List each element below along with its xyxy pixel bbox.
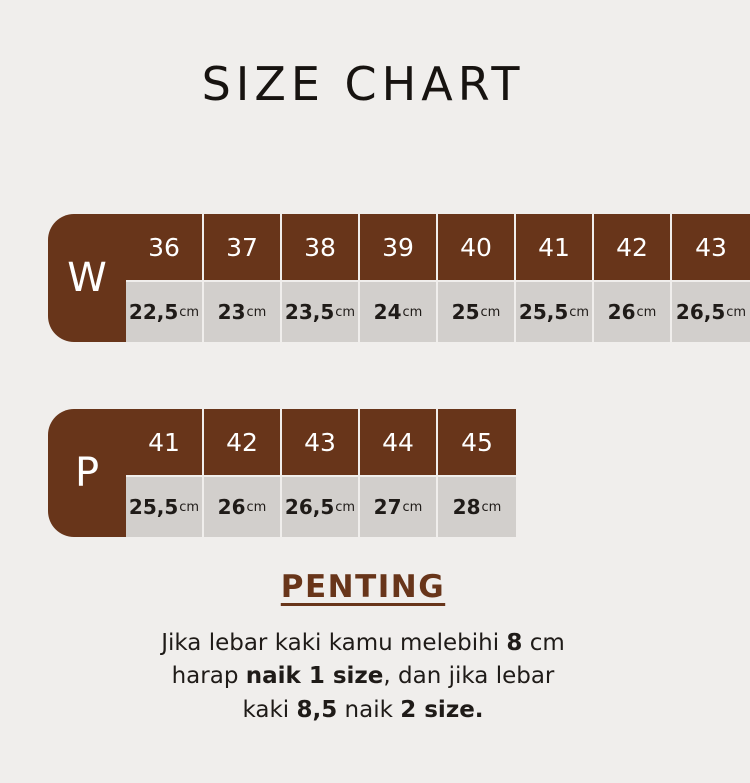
chart-label-men: P: [48, 409, 126, 537]
chart-grid-men: [126, 409, 516, 537]
note-line-3-mid: naik: [337, 696, 401, 723]
size-cell: 42: [594, 214, 672, 280]
measurement-unit: cm: [481, 499, 502, 515]
measurement-value: 26,5: [284, 495, 335, 519]
measurement-cell: [594, 280, 672, 342]
note-line-1-post: cm: [522, 630, 565, 656]
measurement-row-men: [126, 475, 516, 537]
size-row-women: [126, 214, 750, 280]
measurement-unit: cm: [402, 499, 423, 515]
measurement-cell: [438, 475, 516, 537]
measurement-unit: cm: [480, 304, 501, 320]
measurement-cell: [672, 280, 750, 342]
size-cell: 42: [204, 409, 282, 475]
chart-grid-women: [126, 214, 750, 342]
measurement-value: 25,5: [518, 300, 569, 324]
size-chart-men: [48, 409, 516, 537]
size-cell: 38: [282, 214, 360, 280]
measurement-value: 26,5: [675, 300, 726, 324]
measurement-value: 24: [373, 300, 402, 324]
note-line-3-bold-1: 8,5: [296, 696, 338, 723]
note-body: [0, 627, 726, 727]
measurement-unit: cm: [402, 304, 423, 320]
measurement-cell: [204, 475, 282, 537]
note-line-2: [0, 660, 726, 693]
measurement-row-women: [126, 280, 750, 342]
measurement-cell: [282, 475, 360, 537]
measurement-cell: [516, 280, 594, 342]
size-cell: 44: [360, 409, 438, 475]
note-line-2-bold: naik 1 size: [245, 663, 384, 690]
measurement-cell: [438, 280, 516, 342]
note-line-1-bold: 8: [506, 630, 523, 656]
measurement-value: 25,5: [128, 495, 179, 519]
measurement-cell: [126, 280, 204, 342]
measurement-value: 23: [217, 300, 246, 324]
note-line-3: [0, 694, 726, 727]
size-chart-page: [0, 57, 747, 783]
measurement-cell: [204, 280, 282, 342]
measurement-cell: [360, 475, 438, 537]
size-cell: 40: [438, 214, 516, 280]
measurement-unit: cm: [726, 304, 747, 320]
measurement-cell: [282, 280, 360, 342]
important-note: [0, 569, 726, 727]
size-cell: 41: [126, 409, 204, 475]
note-title: PENTING: [280, 569, 446, 605]
size-chart-women: [48, 214, 750, 342]
measurement-unit: cm: [246, 499, 267, 515]
measurement-value: 23,5: [284, 300, 335, 324]
size-cell: 43: [282, 409, 360, 475]
size-cell: 41: [516, 214, 594, 280]
size-row-men: [126, 409, 516, 475]
size-cell: 43: [672, 214, 750, 280]
size-cell: 45: [438, 409, 516, 475]
measurement-unit: cm: [246, 304, 267, 320]
measurement-cell: [360, 280, 438, 342]
measurement-cell: [126, 475, 204, 537]
size-cell: 37: [204, 214, 282, 280]
measurement-value: 28: [452, 495, 481, 519]
note-line-3-pre: kaki: [242, 696, 297, 723]
note-line-1: [0, 627, 726, 660]
measurement-value: 25: [451, 300, 480, 324]
chart-label-women: W: [48, 214, 126, 342]
note-line-1-pre: Jika lebar kaki kamu melebihi: [161, 630, 507, 656]
size-cell: 39: [360, 214, 438, 280]
measurement-value: 26: [607, 300, 636, 324]
measurement-unit: cm: [179, 304, 200, 320]
measurement-unit: cm: [179, 499, 200, 515]
note-line-2-post: , dan jika lebar: [383, 663, 555, 690]
measurement-value: 22,5: [128, 300, 179, 324]
size-cell: 36: [126, 214, 204, 280]
measurement-unit: cm: [569, 304, 590, 320]
page-title: SIZE CHART: [201, 57, 525, 111]
note-line-2-pre: harap: [171, 663, 246, 690]
measurement-value: 26: [217, 495, 246, 519]
measurement-unit: cm: [335, 499, 356, 515]
note-line-3-bold-2: 2 size.: [400, 696, 484, 723]
measurement-unit: cm: [335, 304, 356, 320]
measurement-value: 27: [373, 495, 402, 519]
measurement-unit: cm: [636, 304, 657, 320]
